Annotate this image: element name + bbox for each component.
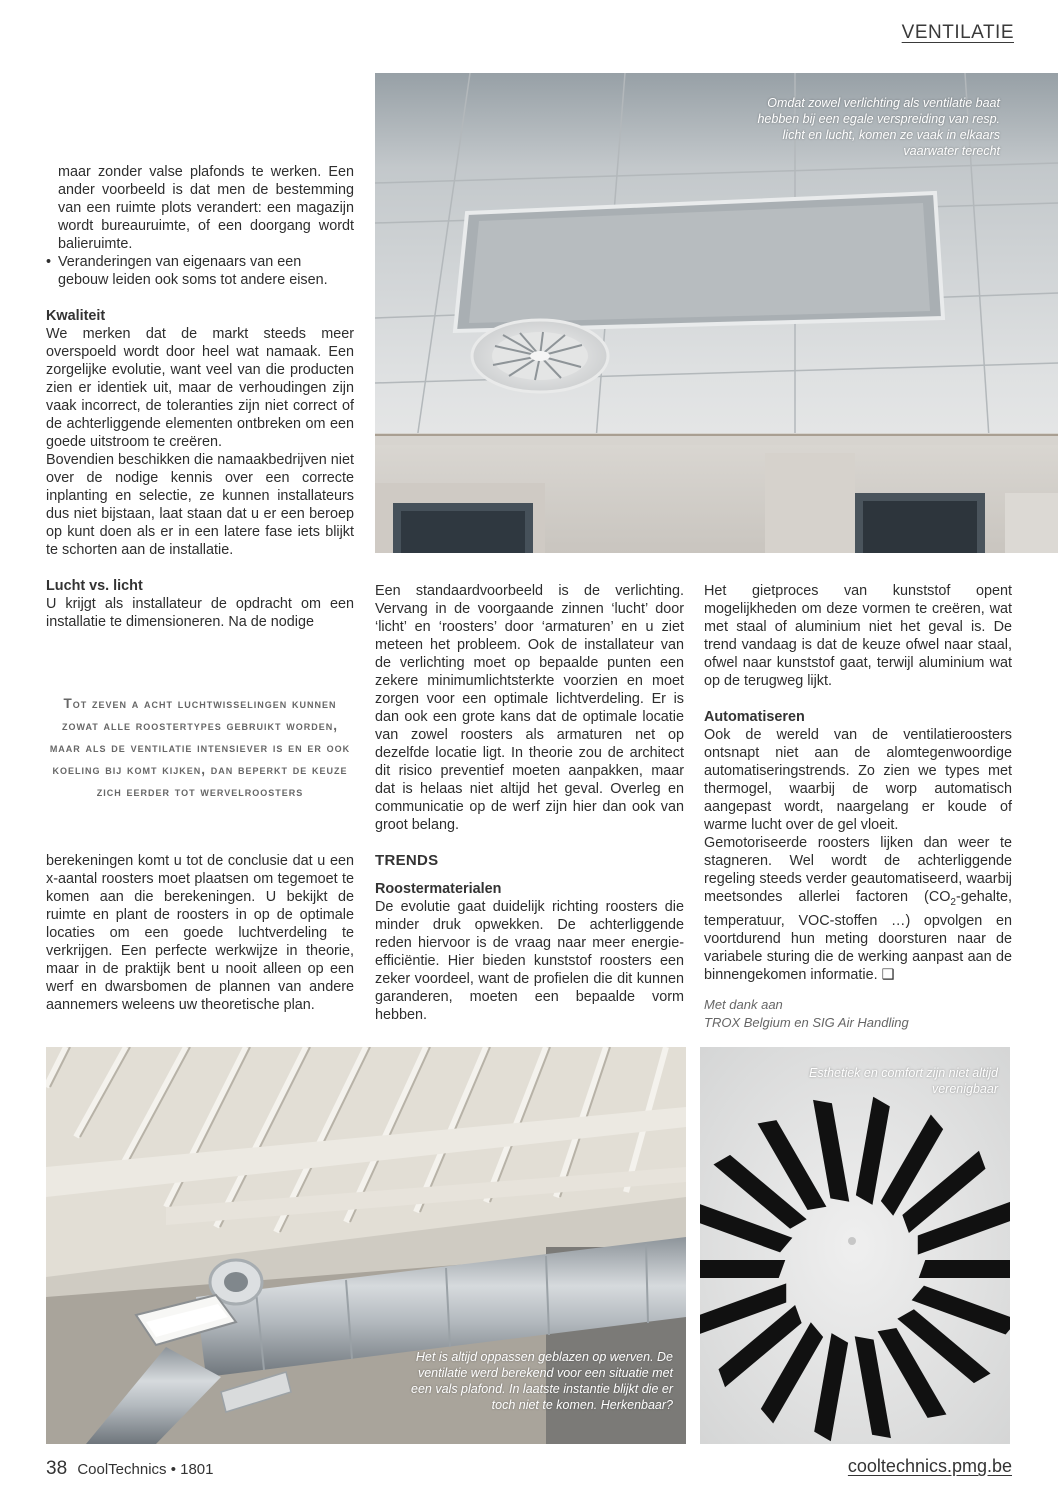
- paragraph: berekeningen komt u tot de conclusie dat u een x-aantal roosters moet plaatsen om tegemoet te komen aan die berekeningen. U bekijkt de ruimte en plant de roosters in op de optimale locaties om een goede luchtverdeling te verkrijgen. Een perfecte werkwijze in theorie, maar in de praktijk bent u nooit alleen op een werf en dwarsbomen de plannen van andere aannemers weleens uw theoretische plan.: [46, 853, 354, 1013]
- column-2: [375, 582, 684, 1024]
- website-link[interactable]: cooltechnics.pmg.be: [847, 1456, 1012, 1476]
- column-1-bottom: [46, 852, 354, 1014]
- acknowledgement-companies: TROX Belgium en SIG Air Handling: [704, 1015, 909, 1030]
- paragraph: We merken dat de markt steeds meer overspoeld wordt door heel wat namaak. Een zorgelijke evolutie, want veel van die producten zien er identiek uit, maar de verhoudingen zijn vaak incorrect, de toleranties zijn niet correct of de achterliggende elementen ontbreken om een goede uitstroom te creëren.: [46, 326, 354, 450]
- bullet-item: [46, 253, 354, 289]
- page-number: 38: [46, 1458, 68, 1479]
- swirl-diffuser-graphic: [700, 1047, 1010, 1444]
- paragraph: maar zonder valse plafonds te werken. Een ander voorbeeld is dat men de bestemming van een ruimte plots verandert: een magazijn wordt bureauruimte, of een doorgang wordt balieruimte.: [58, 164, 354, 252]
- swirl-diffuser-photo: [700, 1047, 1010, 1444]
- paragraph: Een standaardvoorbeeld is de verlichting. Vervang in de voorgaande zinnen ‘lucht’ door ‘licht’ en ‘roosters’ door ‘armaturen’ en u ziet meteen het probleem. Ook de installateur van de verlichting moet op bepaalde punten een zekere minimumlichtsterkte voorzien en moet zorgen voor een optimale lichtverdeling. Er is dan ook een grote kans dat de optimale locatie van zowel roosters als armaturen net op dezelfde locatie ligt. In theorie zou de architect dit risico preventief moeten aanpakken, maar dat is helaas niet altijd het geval. Overleg en communicatie op de werf zijn hier dan ook van groot belang.: [375, 583, 684, 833]
- footer-left: [46, 1458, 213, 1480]
- paragraph: U krijgt als installateur de opdracht om een installatie te dimensioneren. Na de nodige: [46, 596, 354, 630]
- acknowledgement-line: Met dank aan: [704, 997, 783, 1012]
- paragraph: Het gietproces van kunststof opent mogelijkheden om deze vormen te creëren, wat met staal of aluminium niet het geval is. De trend vandaag is dat de keuze ofwel naar staal, ofwel naar kunststof gaat, terwijl aluminium wat op de terugweg lijkt.: [704, 583, 1012, 689]
- end-mark-icon: ❑: [881, 966, 895, 983]
- ceiling-photo: [375, 73, 1058, 553]
- paragraph: Ook de wereld van de ventilatieroosters ontsnapt niet aan de alomtegenwoordige automatiseringstrends. Zo zien we types met thermogel, waarbij de worp automatisch aangepast wordt, naargelang er koude of warme lucht over de gel vloeit.: [704, 727, 1012, 833]
- paragraph-co2: Gemotoriseerde roosters lijken dan weer te stagneren. Wel wordt de achterliggende regeling steeds verder geautomatiseerd, waarbij meetsondes allerlei factoren ($CO_2$-gehalte, temperatuur, VOC-stoffen …) opvolgen en voortdurend hun meting doorsturen naar de variabele sturing die de werking aanpast aan de binnengekomen informatie. ❑: [704, 835, 1012, 983]
- photo-caption-bottom-left: Het is altijd oppassen geblazen op werven. De ventilatie werd berekend voor een situatie met een vals plafond. In laatste instantie blijkt die er toch niet te komen. Herkenbaar?: [411, 1350, 673, 1412]
- paragraph: Bovendien beschikken die namaakbedrijven niet over de nodige kennis over een correcte inplanting en selectie, ze kunnen installateurs dus niet bijstaan, laat staan dat u er een beroep op kunt doen als er in een latere fase iets blijkt te schorten aan de installatie.: [46, 452, 355, 558]
- section-label: VENTILATIE: [901, 22, 1014, 43]
- heading-lucht-vs-licht: Lucht vs. licht: [46, 578, 143, 594]
- acknowledgement: [704, 996, 909, 1032]
- paragraph: De evolutie gaat duidelijk richting roosters die minder druk opwekken. De achterliggende reden hiervoor is de vraag naar meer energie-efficiëntie. Hier bieden kunststof roosters een zeker voordeel, want de profielen die dit kunnen garanderen, moeten een bepaalde vorm hebben.: [375, 899, 684, 1023]
- column-3: [704, 582, 1012, 984]
- heading-roostermaterialen: Roostermaterialen: [375, 881, 502, 897]
- photo-caption-bottom-right: Esthetiek en comfort zijn niet altijd verenigbaar: [809, 1066, 998, 1096]
- duct-photo: [46, 1047, 686, 1444]
- magazine-issue: CoolTechnics • 1801: [77, 1461, 214, 1478]
- heading-kwaliteit: Kwaliteit: [46, 308, 106, 324]
- bullet-text: Veranderingen van eigenaars van een gebouw leiden ook soms tot andere eisen.: [58, 254, 328, 288]
- pull-quote: Tot zeven a acht luchtwisselingen kunnen zowat alle roostertypes gebruikt worden, maar als de ventilatie intensiever is en er ook koeling bij komt kijken, dan beperkt de keuze zich eerder tot wervelroosters: [49, 696, 351, 799]
- bullet-icon: •: [46, 254, 52, 270]
- heading-trends: TRENDS: [375, 852, 439, 869]
- column-1-top: [46, 163, 354, 631]
- photo-caption-top: Omdat zowel verlichting als ventilatie baat hebben bij een egale verspreiding van resp. licht en lucht, komen ze vaak in elkaars vaarwater terecht: [757, 96, 1000, 158]
- heading-automatiseren: Automatiseren: [704, 709, 805, 725]
